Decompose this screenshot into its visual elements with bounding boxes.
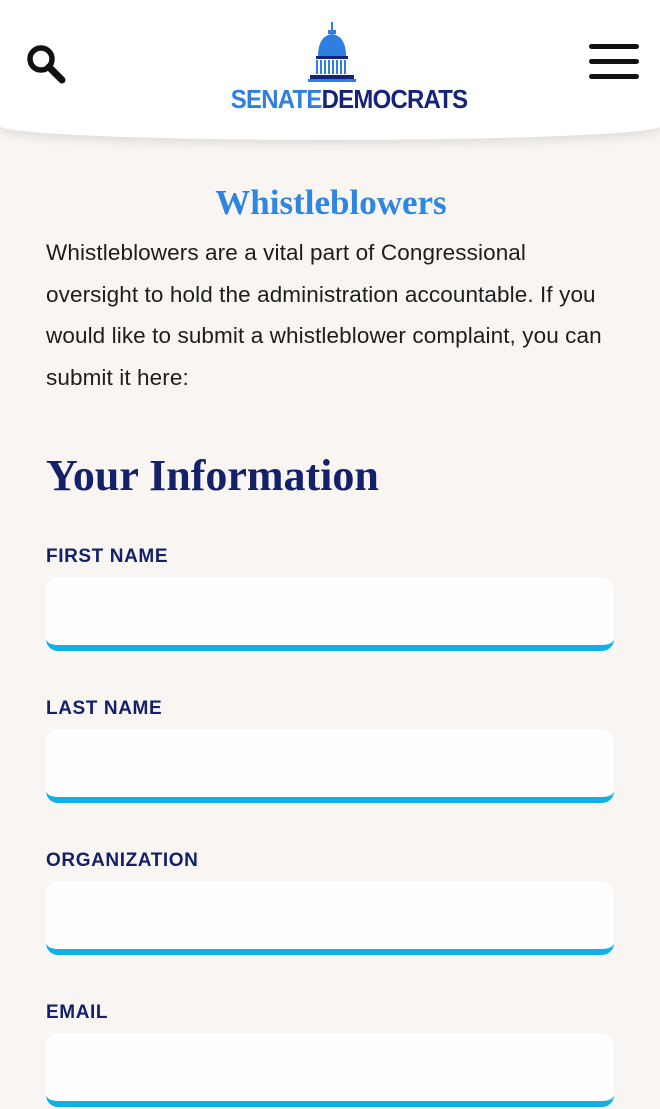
logo-wordmark [230, 84, 468, 114]
hamburger-menu-icon-bar [589, 59, 639, 64]
hamburger-menu-icon [589, 44, 639, 49]
senate-democrats-logo[interactable] [222, 22, 468, 122]
email-label: EMAIL [46, 1002, 109, 1023]
main-content [46, 180, 616, 398]
hamburger-menu-icon-bar [589, 74, 639, 79]
menu-button[interactable] [585, 44, 643, 84]
intro-text: Whistleblowers are a vital part of Congressional oversight to hold the administration accountable. If you would like to submit a whistleblower complaint, you can submit it here: [46, 240, 602, 390]
logo-word-democrats: DEMOCRATS [321, 84, 468, 114]
last-name-input[interactable] [46, 729, 614, 803]
organization-field [46, 849, 614, 955]
page-title: Whistleblowers [215, 183, 447, 222]
search-button[interactable] [22, 40, 70, 88]
form-title: Your Information [46, 451, 379, 500]
last-name-label: LAST NAME [46, 698, 163, 719]
first-name-field [46, 545, 614, 651]
organization-label: ORGANIZATION [46, 850, 199, 871]
email-input[interactable] [46, 1033, 614, 1107]
site-header [0, 0, 660, 140]
search-icon [22, 40, 70, 88]
logo-word-senate: SENATE [230, 84, 322, 114]
capitol-dome-icon [308, 22, 356, 84]
email-field [46, 1001, 614, 1107]
first-name-input[interactable] [46, 577, 614, 651]
last-name-field [46, 697, 614, 803]
first-name-label: FIRST NAME [46, 546, 169, 567]
organization-input[interactable] [46, 881, 614, 955]
